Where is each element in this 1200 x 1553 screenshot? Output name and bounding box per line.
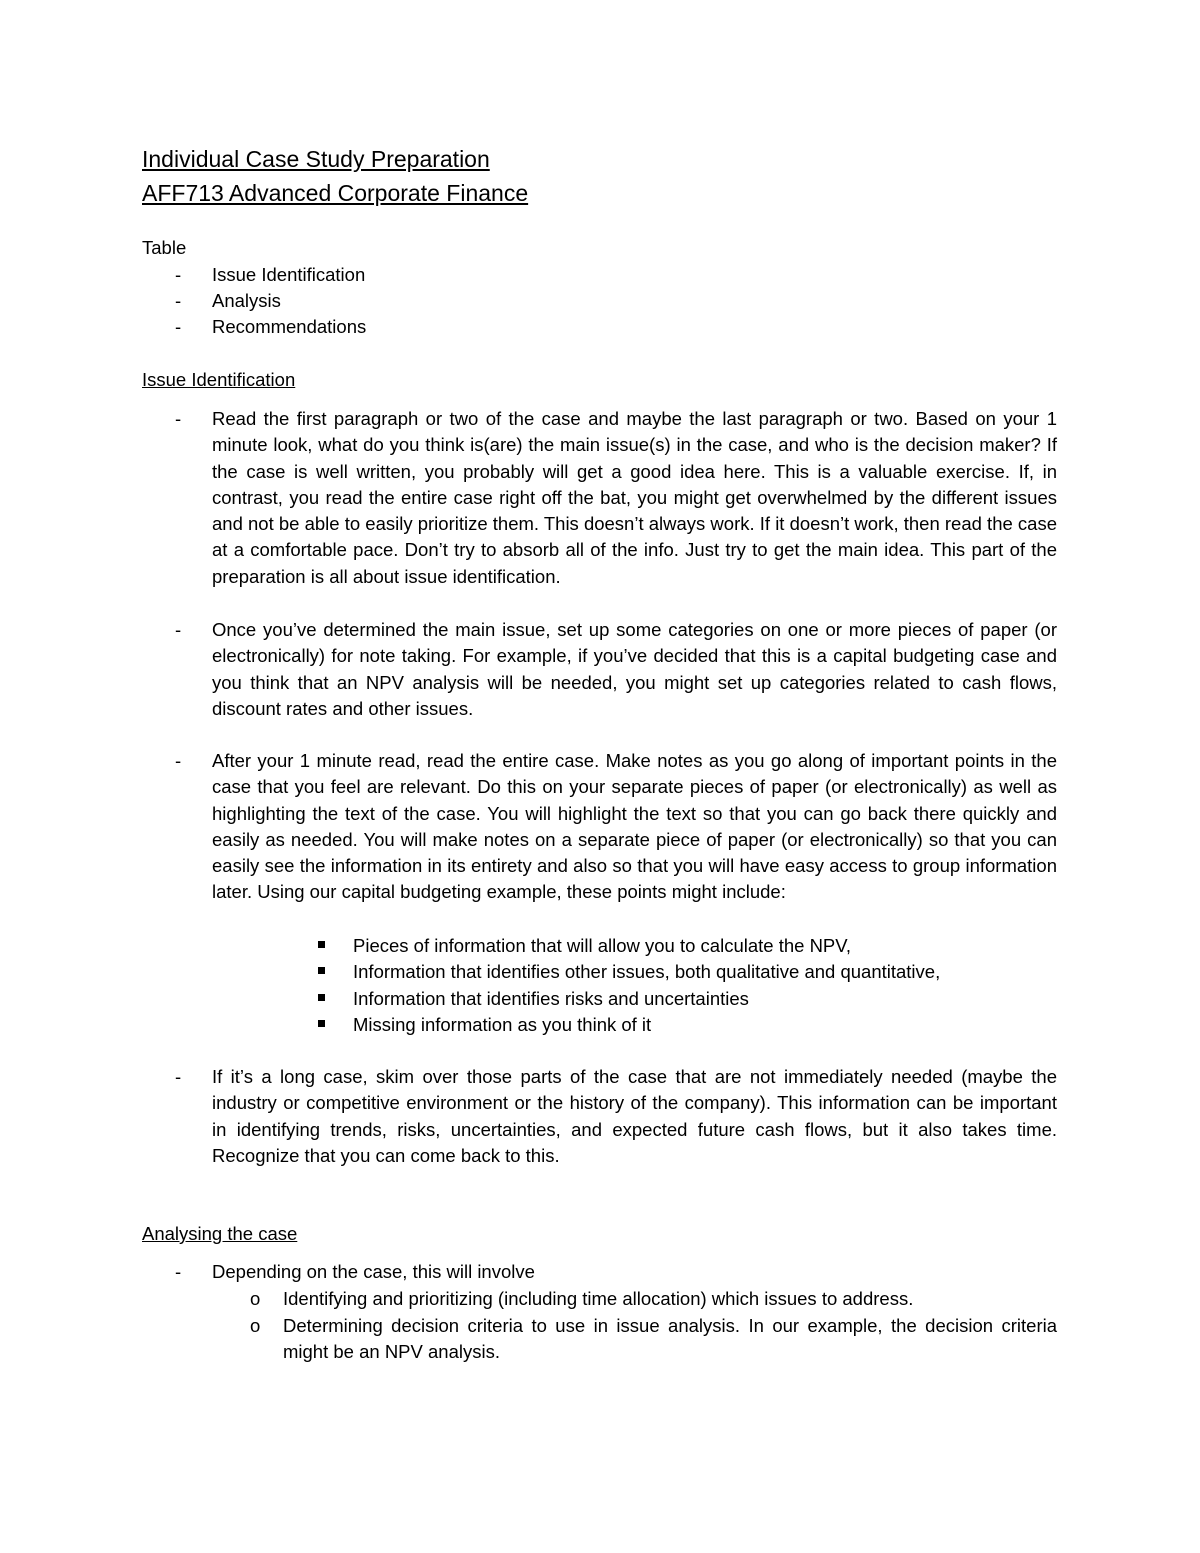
section-heading-issue-identification: Issue Identification (142, 369, 296, 390)
o-bullet-marker: o (250, 1315, 261, 1336)
paragraph-categories: Once you’ve determined the main issue, set up some categories on one or more pieces of paper (or electronically) for note taking. For example, if you’ve decided that this is a capital budgeting case and you think that an NPV analysis will be needed, you might set up categories related to cash flows, discount rates and other issues. (212, 619, 1057, 719)
square-bullet-icon (318, 967, 325, 974)
dash-marker: - (175, 316, 182, 337)
square-bullet-icon (318, 941, 325, 948)
dash-marker: - (175, 1261, 182, 1282)
sub-bullet-risks: Information that identifies risks and uncertainties (353, 988, 749, 1009)
sub-bullet-npv: Pieces of information that will allow you to calculate the NPV, (353, 935, 852, 956)
paragraph-first-look: Read the first paragraph or two of the case and maybe the last paragraph or two. Based on your 1 minute look, what do you think is(are) the main issue(s) in the case, and who is the decision maker? If the case is well written, you probably will get a good idea here. This is a valuable exercise. If, in contrast, you read the entire case right off the bat, you might get overwhelmed by the different issues and not be able to easily prioritize them. This doesn’t always work. If it doesn’t work, then read the case at a comfortable pace. Don’t try to absorb all of the info. Just try to get the main idea. This part of the preparation is all about issue identification. (212, 408, 1057, 587)
paragraph-long-case: If it’s a long case, skim over those parts of the case that are not immediately needed (maybe the industry or competitive environment or the history of the company). This information can be important in identifying trends, risks, uncertainties, and expected future cash flows, but it also takes time. Recognize that you can come back to this. (212, 1066, 1057, 1166)
o-bullet-marker: o (250, 1288, 261, 1309)
dash-marker: - (175, 1066, 182, 1087)
toc-item-issue-identification: Issue Identification (212, 264, 366, 285)
dash-marker: - (175, 750, 182, 771)
sub-bullet-missing-info: Missing information as you think of it (353, 1014, 652, 1035)
paragraph-full-read: After your 1 minute read, read the entire case. Make notes as you go along of important points in the case that you feel are relevant. Do this on your separate pieces of paper (or electronically) as well as highlighting the text of the case. You will highlight the text so that you can go back there quickly and easily as needed. You will make notes on a separate piece of paper (or electronically) so that you can easily see the information in its entirety and also so that you will have easy access to group information later. Using our capital budgeting example, these points might include: (212, 750, 1057, 903)
toc-item-analysis: Analysis (212, 290, 281, 311)
analysing-item-prioritizing: Identifying and prioritizing (including time allocation) which issues to address. (283, 1288, 914, 1309)
analysing-intro: Depending on the case, this will involve (212, 1261, 535, 1282)
dash-marker: - (175, 408, 182, 429)
table-label: Table (142, 237, 187, 258)
dash-marker: - (175, 264, 182, 285)
dash-marker: - (175, 290, 182, 311)
sub-bullet-other-issues: Information that identifies other issues, both qualitative and quantitative, (353, 961, 941, 982)
course-title: AFF713 Advanced Corporate Finance (142, 180, 529, 206)
square-bullet-icon (318, 1020, 325, 1027)
toc-item-recommendations: Recommendations (212, 316, 367, 337)
document-title: Individual Case Study Preparation (142, 146, 490, 172)
analysing-item-decision-criteria: Determining decision criteria to use in issue analysis. In our example, the decision criteria might be an NPV analysis. (283, 1315, 1057, 1363)
section-heading-analysing: Analysing the case (142, 1223, 298, 1244)
dash-marker: - (175, 619, 182, 640)
square-bullet-icon (318, 994, 325, 1001)
